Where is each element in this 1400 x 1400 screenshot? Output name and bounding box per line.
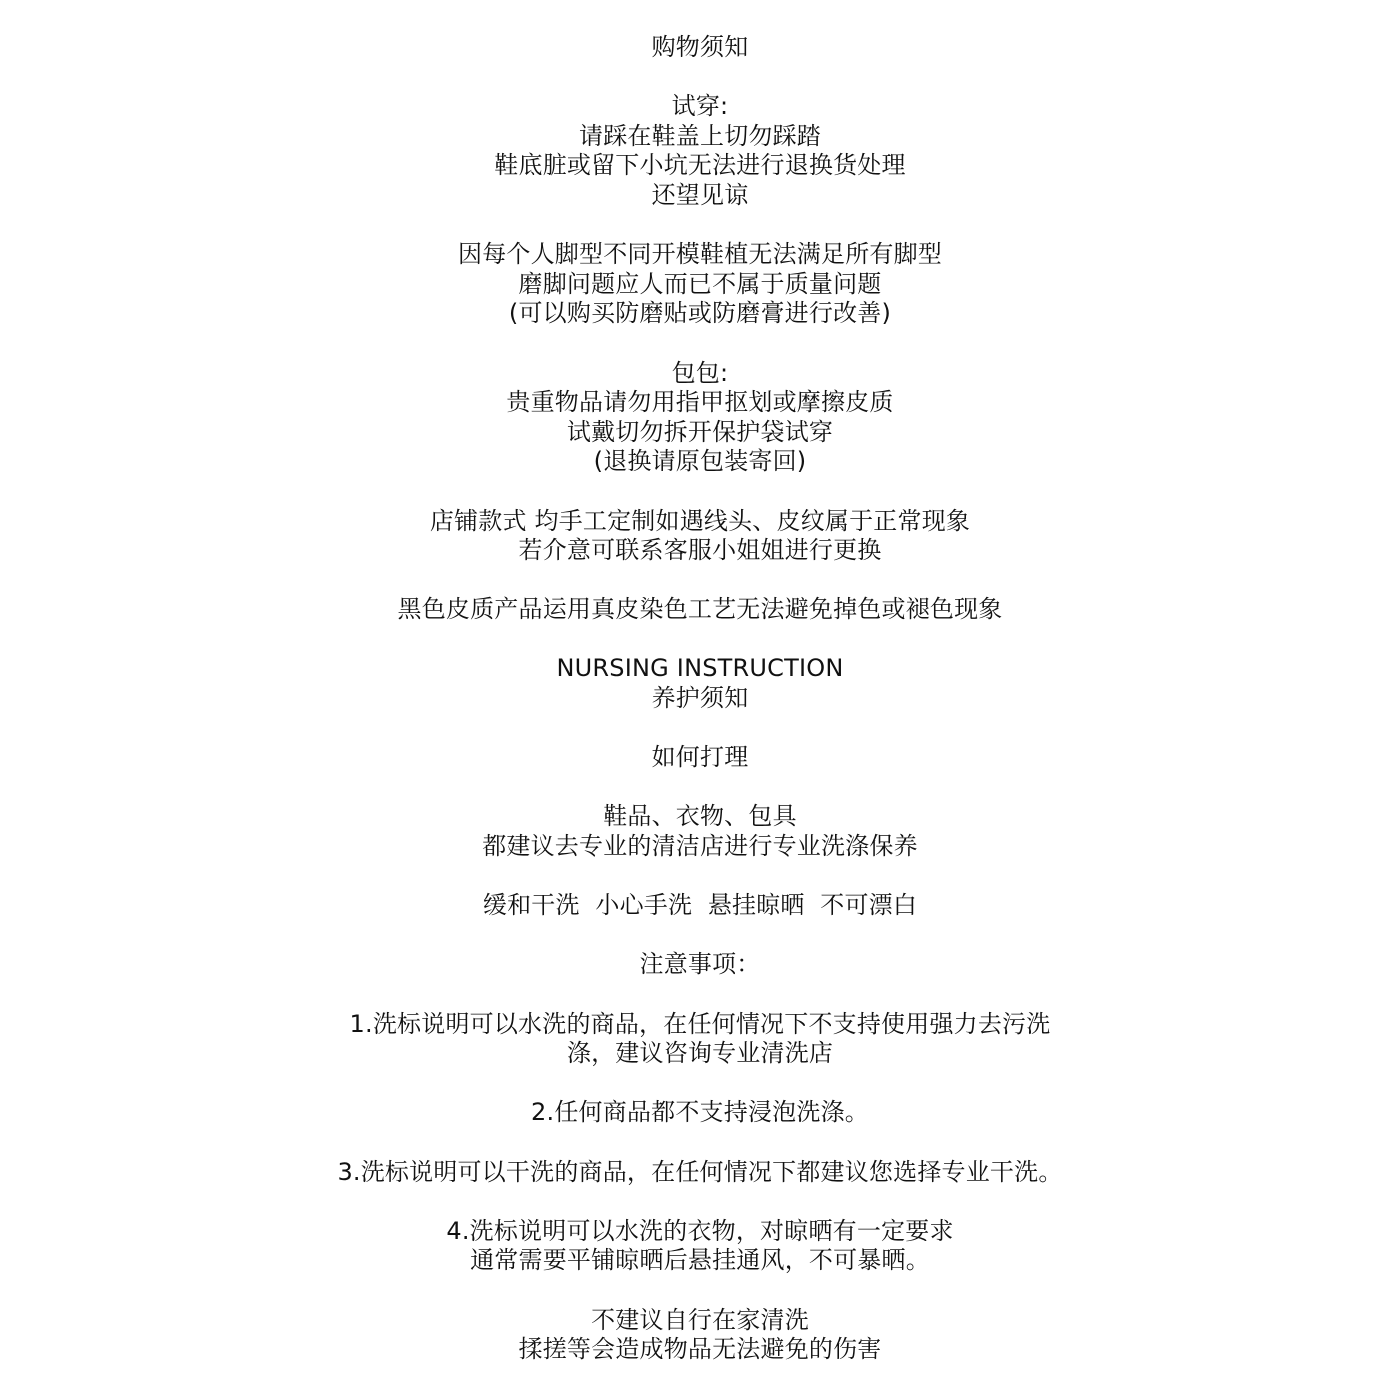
spacer	[0, 63, 1400, 93]
spacer	[0, 477, 1400, 507]
note-item: 1.洗标说明可以水洗的商品，在任何情况下不支持使用强力去污洗	[349, 1009, 1051, 1038]
nursing-title-en: NURSING INSTRUCTION	[556, 654, 844, 683]
nursing-title-zh: 养护须知	[651, 684, 749, 713]
spacer	[0, 714, 1400, 744]
fit-line: 因每个人脚型不同开模鞋植无法满足所有脚型	[458, 240, 942, 269]
spacer	[0, 329, 1400, 359]
try-on-heading: 试穿:	[671, 92, 729, 121]
note-item: 2.任何商品都不支持浸泡洗涤。	[531, 1098, 869, 1127]
closing-line: 揉搓等会造成物品无法避免的伤害	[518, 1335, 882, 1364]
document-title: 购物须知	[651, 33, 749, 61]
fit-line: 磨脚问题应人而已不属于质量问题	[518, 269, 882, 298]
spacer	[0, 566, 1400, 596]
bags-line: 试戴切勿拆开保护袋试穿	[566, 417, 834, 446]
care-line: 鞋品、衣物、包具	[603, 802, 797, 831]
note-item: 4.洗标说明可以水洗的衣物，对晾晒有一定要求	[446, 1216, 954, 1245]
spacer	[0, 211, 1400, 241]
fit-line: (可以购买防磨贴或防磨膏进行改善)	[508, 299, 892, 328]
care-line: 都建议去专业的清洁店进行专业洗涤保养	[482, 832, 918, 861]
spacer	[0, 1069, 1400, 1099]
spacer	[0, 625, 1400, 655]
spacer	[0, 980, 1400, 1010]
handmade-line: 店铺款式 均手工定制如遇线头、皮纹属于正常现象	[429, 506, 971, 535]
bags-heading: 包包:	[671, 358, 729, 387]
spacer	[0, 1276, 1400, 1306]
try-on-line: 鞋底脏或留下小坑无法进行退换货处理	[494, 151, 906, 180]
closing-line: 不建议自行在家清洗	[591, 1305, 809, 1334]
spacer	[0, 773, 1400, 803]
bags-line: (退换请原包装寄回)	[593, 447, 807, 476]
shopping-notice-document	[0, 33, 1400, 1365]
spacer	[0, 862, 1400, 892]
notes-heading: 注意事项：	[639, 950, 761, 979]
bags-line: 贵重物品请勿用指甲抠划或摩擦皮质	[506, 388, 894, 417]
try-on-line: 还望见谅	[651, 180, 749, 209]
note-item: 通常需要平铺晾晒后悬挂通风，不可暴晒。	[470, 1246, 930, 1275]
spacer	[0, 1128, 1400, 1158]
spacer	[0, 1187, 1400, 1217]
spacer	[0, 921, 1400, 951]
try-on-line: 请踩在鞋盖上切勿踩踏	[579, 121, 821, 150]
note-item: 涤，建议咨询专业清洗店	[566, 1039, 834, 1068]
care-symbols-line: 缓和干洗 小心手洗 悬挂晾晒 不可漂白	[482, 891, 918, 920]
dye-note: 黑色皮质产品运用真皮染色工艺无法避免掉色或褪色现象	[397, 595, 1003, 624]
note-item: 3.洗标说明可以干洗的商品，在任何情况下都建议您选择专业干洗。	[337, 1157, 1063, 1186]
handmade-line: 若介意可联系客服小姐姐进行更换	[518, 536, 882, 565]
how-to-heading: 如何打理	[651, 743, 749, 772]
